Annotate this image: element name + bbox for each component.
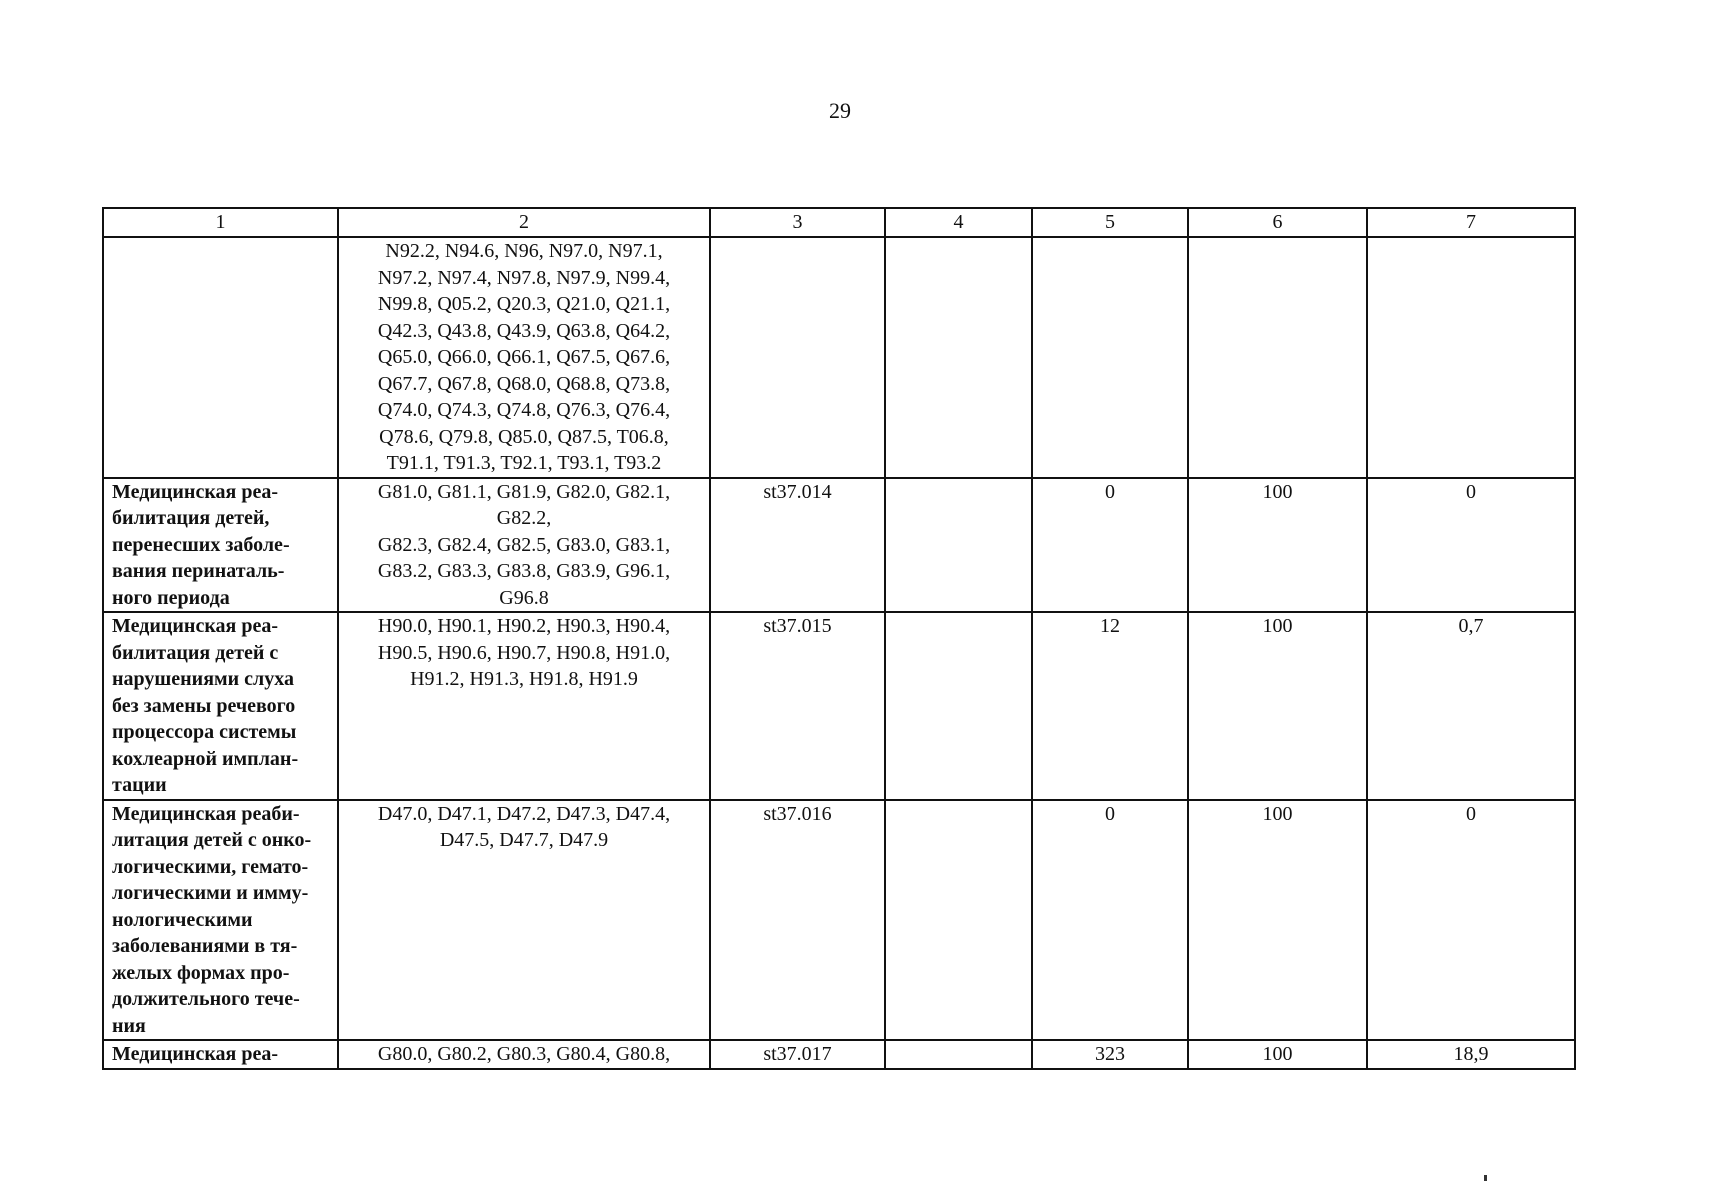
page-number: 29 xyxy=(829,98,851,123)
group-name-cell xyxy=(103,237,338,478)
diagnosis-codes-cell: H90.0, H90.1, H90.2, H90.3, H90.4, H90.5, H90.6, H90.7, H90.8, H91.0, H91.2, H91.3, H91.8, H91.9 xyxy=(338,612,710,800)
column-7-cell: 0 xyxy=(1367,478,1575,613)
table-row xyxy=(103,800,1575,1041)
diagnosis-codes-cell: G81.0, G81.1, G81.9, G82.0, G82.1, G82.2, G82.3, G82.4, G82.5, G83.0, G83.1, G83.2, G83.3, G83.8, G83.9, G96.1, G96.8 xyxy=(338,478,710,613)
column-6-cell: 100 xyxy=(1188,478,1367,613)
group-name-cell: Медицинская реа- билитация детей с нарушениями слуха без замены речевого процессора системы кохлеарной имплан- тации xyxy=(103,612,338,800)
column-6-cell: 100 xyxy=(1188,612,1367,800)
column-4-cell xyxy=(885,1040,1032,1069)
column-header: 4 xyxy=(885,208,1032,237)
column-header: 2 xyxy=(338,208,710,237)
column-7-cell: 18,9 xyxy=(1367,1040,1575,1069)
group-name-cell: Медицинская реа- билитация детей, перенесших заболе- вания перинаталь- ного периода xyxy=(103,478,338,613)
group-name-cell: Медицинская реаби- литация детей с онко- логическими, гемато- логическими и имму- нологическими заболеваниями в тя- желых формах про- должительного тече- ния xyxy=(103,800,338,1041)
column-7-cell: 0 xyxy=(1367,800,1575,1041)
table-row xyxy=(103,1040,1575,1069)
tariff-table xyxy=(102,207,1576,1070)
column-7-cell xyxy=(1367,237,1575,478)
column-4-cell xyxy=(885,800,1032,1041)
column-5-cell: 323 xyxy=(1032,1040,1188,1069)
table-row xyxy=(103,478,1575,613)
column-header: 6 xyxy=(1188,208,1367,237)
column-5-cell: 0 xyxy=(1032,800,1188,1041)
column-5-cell xyxy=(1032,237,1188,478)
column-header: 3 xyxy=(710,208,885,237)
header-row xyxy=(103,208,1575,237)
column-6-cell: 100 xyxy=(1188,1040,1367,1069)
group-name-cell: Медицинская реа- xyxy=(103,1040,338,1069)
table-row xyxy=(103,612,1575,800)
column-4-cell xyxy=(885,612,1032,800)
column-6-cell xyxy=(1188,237,1367,478)
diagnosis-codes-cell: D47.0, D47.1, D47.2, D47.3, D47.4, D47.5, D47.7, D47.9 xyxy=(338,800,710,1041)
group-code-cell: st37.015 xyxy=(710,612,885,800)
column-4-cell xyxy=(885,478,1032,613)
column-5-cell: 0 xyxy=(1032,478,1188,613)
column-header: 1 xyxy=(103,208,338,237)
group-code-cell: st37.016 xyxy=(710,800,885,1041)
column-header: 5 xyxy=(1032,208,1188,237)
group-code-cell: st37.017 xyxy=(710,1040,885,1069)
diagnosis-codes-cell: G80.0, G80.2, G80.3, G80.4, G80.8, xyxy=(338,1040,710,1069)
column-header: 7 xyxy=(1367,208,1575,237)
column-7-cell: 0,7 xyxy=(1367,612,1575,800)
group-code-cell xyxy=(710,237,885,478)
column-4-cell xyxy=(885,237,1032,478)
table-row xyxy=(103,237,1575,478)
diagnosis-codes-cell: N92.2, N94.6, N96, N97.0, N97.1, N97.2, N97.4, N97.8, N97.9, N99.4, N99.8, Q05.2, Q20.3, Q21.0, Q21.1, Q42.3, Q43.8, Q43.9, Q63.8, Q64.2, Q65.0, Q66.0, Q66.1, Q67.5, Q67.6, Q67.7, Q67.8, Q68.0, Q68.8, Q73.8, Q74.0, Q74.3, Q74.8, Q76.3, Q76.4, Q78.6, Q79.8, Q85.0, Q87.5, T06.8, T91.1, T91.3, T92.1, T93.1, T93.2 xyxy=(338,237,710,478)
column-6-cell: 100 xyxy=(1188,800,1367,1041)
group-code-cell: st37.014 xyxy=(710,478,885,613)
scan-mark xyxy=(1484,1175,1487,1181)
column-5-cell: 12 xyxy=(1032,612,1188,800)
